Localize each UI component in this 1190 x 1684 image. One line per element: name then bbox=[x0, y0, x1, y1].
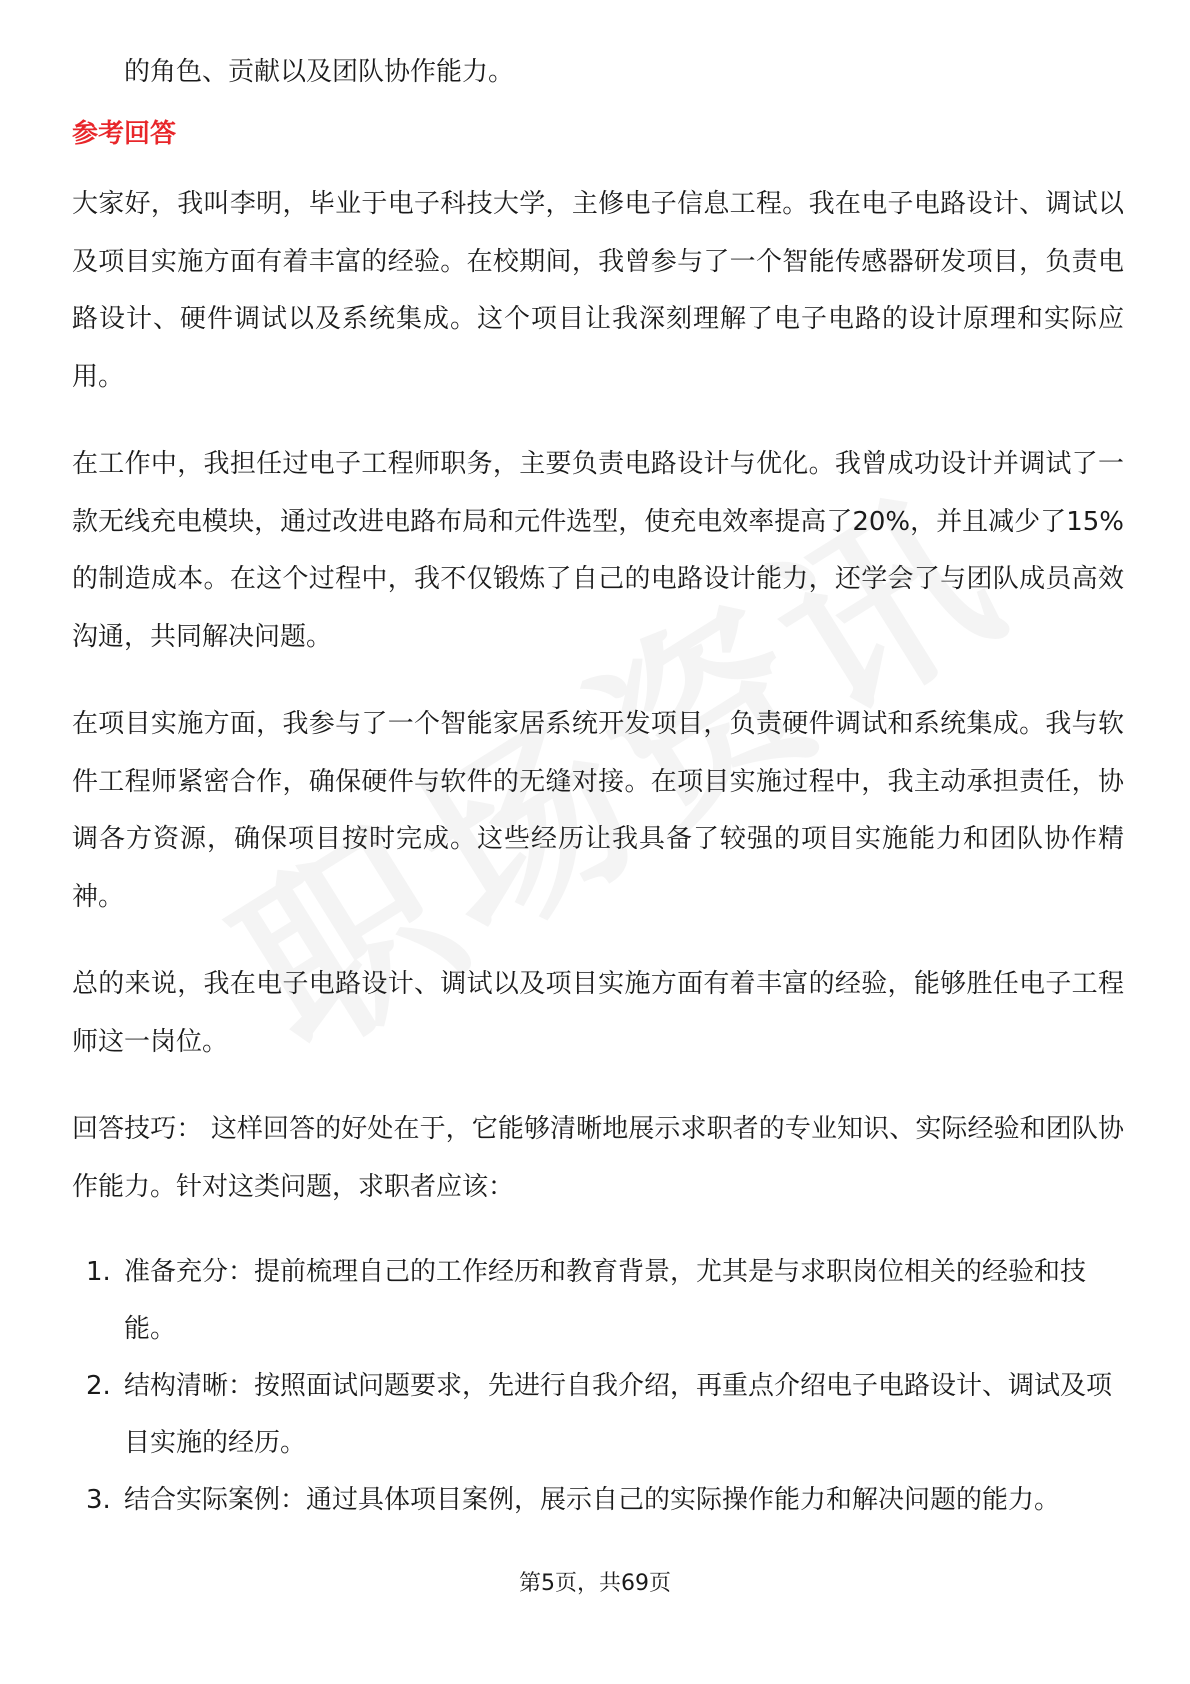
answer-paragraph-1: 大家好，我叫李明，毕业于电子科技大学，主修电子信息工程。我在电子电路设计、调试以及项目实施方面有着丰富的经验。在校期间，我曾参与了一个智能传感器研发项目，负责电路设计、硬件调试以及系统集成。这个项目让我深刻理解了电子电路的设计原理和实际应用。 bbox=[72, 189, 1124, 392]
tips-list bbox=[72, 1244, 1124, 1529]
answer-paragraph-4: 总的来说，我在电子电路设计、调试以及项目实施方面有着丰富的经验，能够胜任电子工程师这一岗位。 bbox=[72, 969, 1124, 1057]
answer-heading: 参考回答 bbox=[72, 119, 177, 149]
tip-item-2 bbox=[72, 1358, 1124, 1472]
answer-paragraph-2: 在工作中，我担任过电子工程师职务，主要负责电路设计与优化。我曾成功设计并调试了一款无线充电模块，通过改进电路布局和元件选型，使充电效率提高了20%，并且减少了15%的制造成本。在这个过程中，我不仅锻炼了自己的电路设计能力，还学会了与团队成员高效沟通，共同解决问题。 bbox=[72, 449, 1124, 652]
tip-text: 结合实际案例：通过具体项目案例，展示自己的实际操作能力和解决问题的能力。 bbox=[124, 1485, 1061, 1515]
tip-number: 2. bbox=[86, 1371, 111, 1401]
tip-number: 3. bbox=[86, 1485, 111, 1515]
tip-text: 结构清晰：按照面试问题要求，先进行自我介绍，再重点介绍电子电路设计、调试及项目实施的经历。 bbox=[124, 1371, 1113, 1458]
page-footer: 第5页，共69页 bbox=[519, 1571, 671, 1596]
tip-item-1 bbox=[72, 1244, 1124, 1358]
tip-text: 准备充分：提前梳理自己的工作经历和教育背景，尤其是与求职岗位相关的经验和技能。 bbox=[124, 1257, 1087, 1344]
document-body bbox=[72, 44, 1124, 1529]
continuation-line: 的角色、贡献以及团队协作能力。 bbox=[124, 57, 515, 87]
tips-intro: 回答技巧： 这样回答的好处在于，它能够清晰地展示求职者的专业知识、实际经验和团队协作能力。针对这类问题，求职者应该： bbox=[72, 1114, 1124, 1202]
answer-paragraph-3: 在项目实施方面，我参与了一个智能家居系统开发项目，负责硬件调试和系统集成。我与软件工程师紧密合作，确保硬件与软件的无缝对接。在项目实施过程中，我主动承担责任，协调各方资源，确保项目按时完成。这些经历让我具备了较强的项目实施能力和团队协作精神。 bbox=[72, 709, 1124, 912]
tip-number: 1. bbox=[86, 1257, 111, 1287]
tip-item-3 bbox=[72, 1472, 1124, 1529]
